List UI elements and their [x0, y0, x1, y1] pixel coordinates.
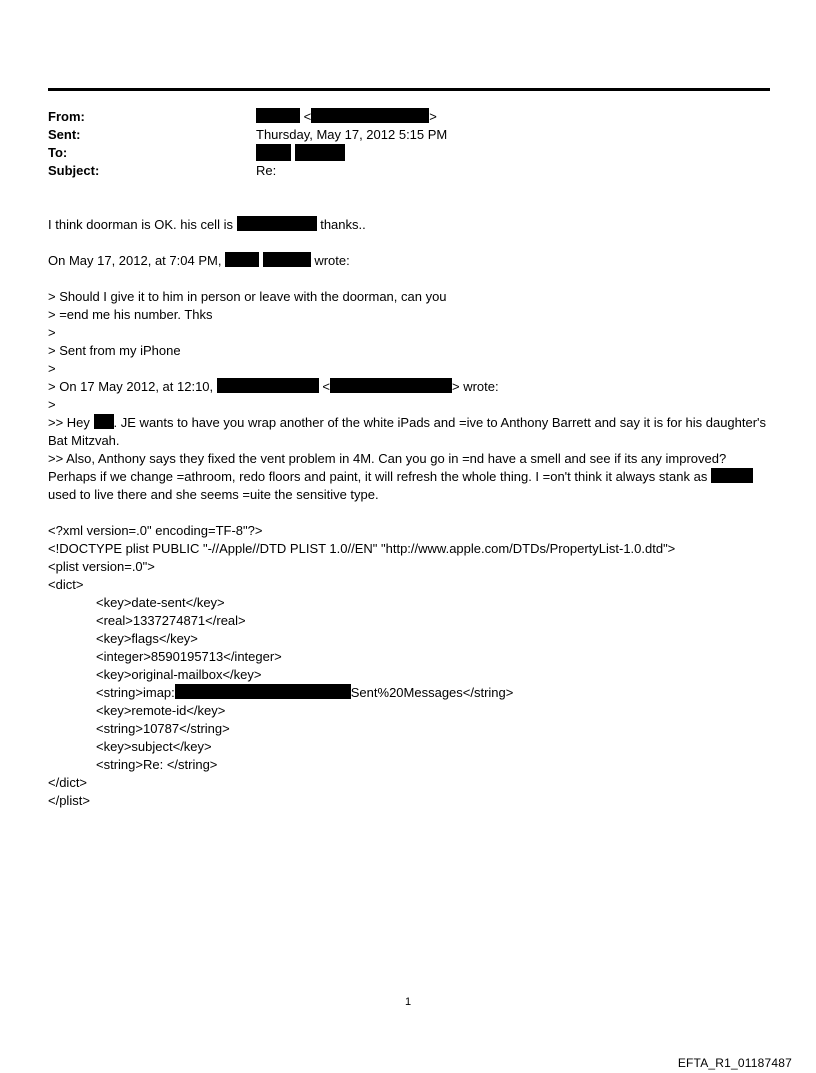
- attribution-line: [48, 252, 770, 270]
- quoted-text: >> Also, Anthony says they fixed the vent problem in 4M. Can you go in =nd have a smell and see if its any improved? Perhaps if we change =athroom, redo floors and paint, it will refresh the whole thing. I =on't think it always stank as: [48, 451, 727, 484]
- email-body: [48, 216, 770, 810]
- quoted-text: used to live there and she seems =uite the sensitive type.: [48, 487, 379, 502]
- plist-line: <key>original-mailbox</key>: [96, 667, 262, 682]
- plist-line: <?xml version=.0" encoding=TF-8"?>: [48, 523, 263, 538]
- from-gt: >: [429, 109, 437, 124]
- quote-line: >: [48, 325, 56, 340]
- plist-line: </dict>: [48, 775, 88, 790]
- reply-text: I think doorman is OK. his cell is: [48, 217, 233, 232]
- quote-line: > =end me his number. Thks: [48, 307, 213, 322]
- to-value: [256, 144, 345, 164]
- quote-attribution-text: > On 17 May 2012, at 12:10,: [48, 379, 214, 394]
- redaction-box: [175, 684, 351, 699]
- redaction-box: [237, 216, 317, 231]
- reply-text-end: thanks..: [320, 217, 366, 232]
- plist-text: Sent%20Messages</string>: [350, 685, 514, 700]
- quoted-paragraph: [48, 450, 770, 504]
- plist-line: <integer>8590195713</integer>: [96, 649, 282, 664]
- plist-line: </plist>: [48, 793, 90, 808]
- page-number: 1: [404, 996, 412, 1008]
- redaction-box: [225, 252, 259, 267]
- top-rule: [48, 88, 770, 91]
- from-label: From:: [48, 109, 85, 124]
- redaction-box: [330, 378, 452, 393]
- plist-line: <real>1337274871</real>: [96, 613, 246, 628]
- quote-line: > Should I give it to him in person or leave with the doorman, can you: [48, 289, 447, 304]
- subject-value: Re:: [256, 163, 277, 178]
- attribution-end: wrote:: [314, 253, 350, 268]
- subject-label: Subject:: [48, 163, 100, 178]
- quoted-paragraph: [48, 414, 770, 450]
- to-label: To:: [48, 145, 68, 160]
- plist-line: <plist version=.0">: [48, 559, 155, 574]
- attribution-text: On May 17, 2012, at 7:04 PM,: [48, 253, 222, 268]
- reply-line: [48, 216, 770, 234]
- redaction-box: [295, 144, 345, 161]
- plist-line: <dict>: [48, 577, 84, 592]
- document-id: EFTA_R1_01187487: [677, 1056, 792, 1070]
- plist-line: [48, 684, 770, 702]
- redaction-box: [263, 252, 311, 267]
- plist-line: <!DOCTYPE plist PUBLIC "-//Apple//DTD PLIST 1.0//EN" "http://www.apple.com/DTDs/PropertyList-1.0.dtd">: [48, 541, 676, 556]
- sent-value: Thursday, May 17, 2012 5:15 PM: [256, 127, 448, 142]
- from-value: [256, 108, 437, 126]
- plist-line: <string>Re: </string>: [96, 757, 218, 772]
- sent-label: Sent:: [48, 127, 81, 142]
- from-lt: <: [303, 109, 312, 124]
- plist-text: <string>imap:: [96, 685, 175, 700]
- quoted-text: . JE wants to have you wrap another of the white iPads and =ive to Anthony Barrett and say it is for his daughter's Bat Mitzvah.: [48, 415, 767, 448]
- quote-attribution-end: > wrote:: [451, 379, 499, 394]
- quoted-text: >> Hey: [48, 415, 90, 430]
- quote-lt: <: [322, 379, 330, 394]
- quote-line: >: [48, 361, 56, 376]
- redaction-box: [311, 108, 429, 123]
- quote-line: > Sent from my iPhone: [48, 343, 181, 358]
- quote-attribution: [48, 378, 770, 396]
- redaction-box: [217, 378, 319, 393]
- plist-line: <key>date-sent</key>: [96, 595, 225, 610]
- plist-line: <key>subject</key>: [96, 739, 212, 754]
- plist-line: <string>10787</string>: [96, 721, 230, 736]
- redaction-box: [94, 414, 114, 429]
- redaction-box: [256, 108, 300, 123]
- plist-line: <key>flags</key>: [96, 631, 198, 646]
- redaction-box: [711, 468, 753, 483]
- quote-line: >: [48, 397, 56, 412]
- redaction-box: [256, 144, 291, 161]
- plist-line: <key>remote-id</key>: [96, 703, 226, 718]
